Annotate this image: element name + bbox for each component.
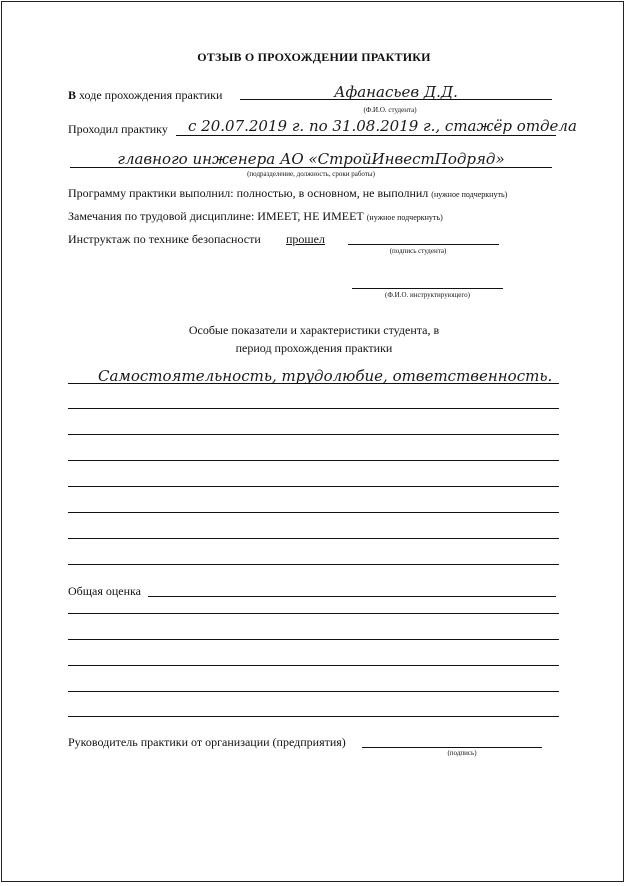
supervisor-label: Руководитель практики от организации (предприятия) xyxy=(68,735,346,749)
characteristics-line-6 xyxy=(68,512,559,513)
student-name-value: Афанасьев Д.Д. xyxy=(334,83,458,101)
label-during-practice-bold: В xyxy=(68,88,77,102)
department-value: главного инженера АО «СтройИнвестПодряд» xyxy=(117,150,505,168)
label-during-practice-text: ходе прохождения практики xyxy=(79,88,223,102)
characteristics-line-4 xyxy=(68,460,559,461)
form-title: ОТЗЫВ О ПРОХОЖДЕНИИ ПРАКТИКИ xyxy=(197,50,431,64)
overall-assessment-label: Общая оценка xyxy=(68,584,142,598)
overall-assessment-line-1 xyxy=(68,613,559,614)
student-name-caption: (Ф.И.О. студента) xyxy=(363,106,417,114)
discipline-remarks-hint: (нужное подчеркнуть) xyxy=(366,213,443,222)
program-completion-text xyxy=(68,186,507,201)
overall-assessment-line-3 xyxy=(68,665,559,666)
characteristics-line-7 xyxy=(68,538,559,539)
characteristics-line-3 xyxy=(68,434,559,435)
practice-period-line xyxy=(176,135,556,136)
student-signature-line xyxy=(348,244,499,245)
characteristics-line-5 xyxy=(68,486,559,487)
safety-briefing-value: прошел xyxy=(286,232,325,246)
overall-assessment-line-4 xyxy=(68,691,559,692)
supervisor-signature-caption: (подпись) xyxy=(447,749,477,757)
characteristics-line-2 xyxy=(68,408,559,409)
program-completion-label: Программу практики выполнил: полностью, в основном, не выполнил xyxy=(68,186,429,200)
instructor-name-line xyxy=(352,288,503,289)
characteristics-line-1 xyxy=(68,383,559,384)
supervisor-signature-line xyxy=(362,747,542,748)
label-during-practice xyxy=(68,88,222,103)
program-completion-hint: (нужное подчеркнуть) xyxy=(431,190,508,199)
characteristics-line-8 xyxy=(68,564,559,565)
student-signature-caption: (подпись студента) xyxy=(389,247,447,255)
characteristics-value: Самостоятельность, трудолюбие, ответственность. xyxy=(98,367,553,385)
characteristics-heading-line1: Особые показатели и характеристики студента, в xyxy=(188,323,440,337)
overall-assessment-line-0 xyxy=(148,596,556,597)
practice-period-value: с 20.07.2019 г. по 31.08.2019 г., стажёр отдела xyxy=(188,117,577,135)
discipline-remarks-text xyxy=(68,209,443,224)
characteristics-heading-line2: период прохождения практики xyxy=(235,341,393,355)
overall-assessment-line-2 xyxy=(68,639,559,640)
overall-assessment-line-5 xyxy=(68,716,559,717)
department-caption: (подразделение, должность, сроки работы) xyxy=(247,170,375,178)
instructor-name-caption: (Ф.И.О. инструктирующего) xyxy=(385,291,470,299)
label-practice-passed: Проходил практику xyxy=(68,122,168,136)
discipline-remarks-label: Замечания по трудовой дисциплине: ИМЕЕТ, НЕ ИМЕЕТ xyxy=(68,209,364,223)
safety-briefing-label: Инструктаж по технике безопасности xyxy=(68,232,261,246)
